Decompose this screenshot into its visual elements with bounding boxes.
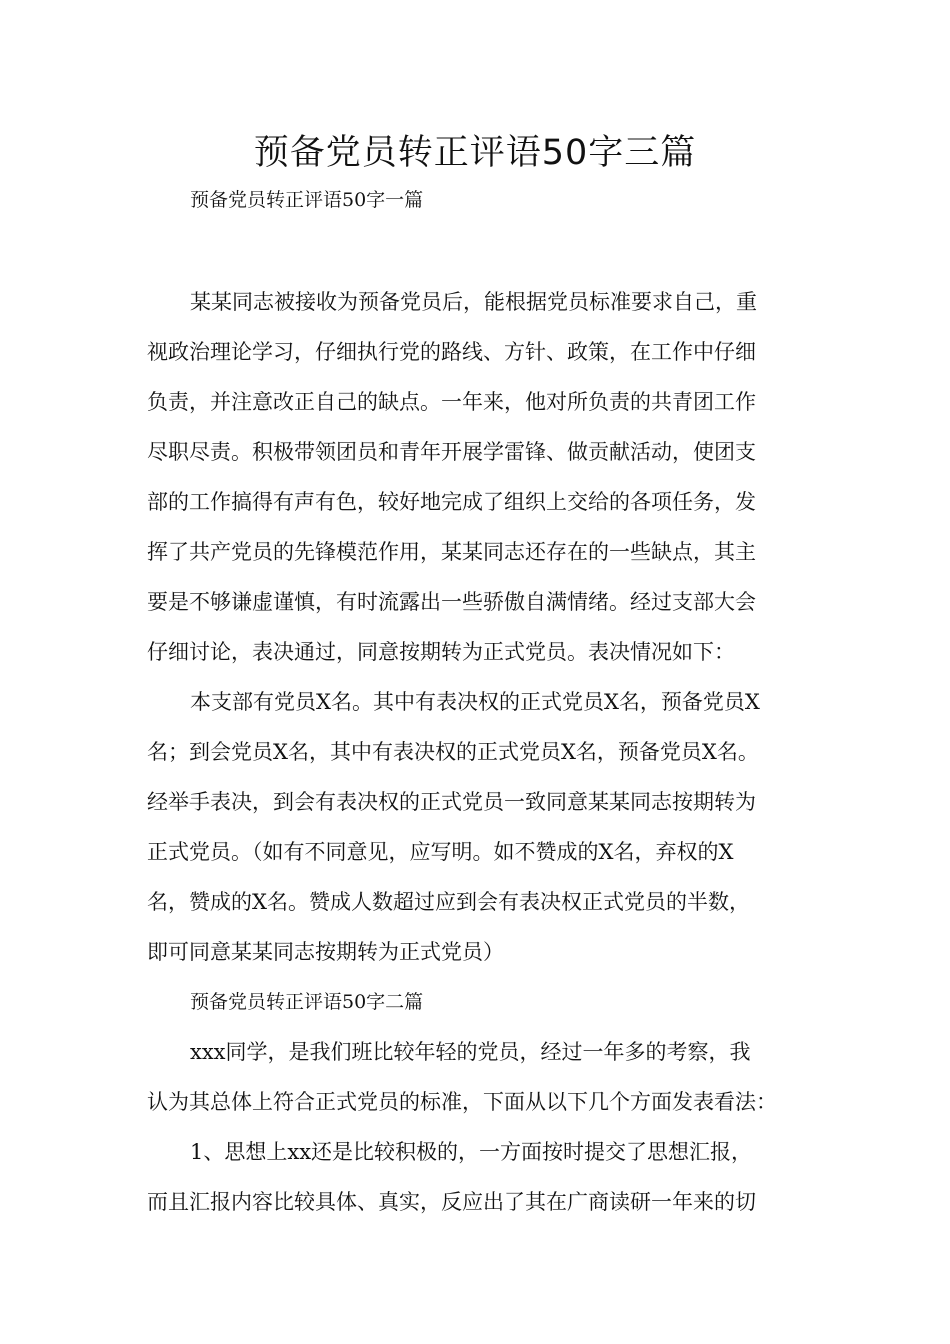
paragraph-line: 经举手表决，到会有表决权的正式党员一致同意某某同志按期转为 bbox=[147, 790, 756, 814]
paragraph-line: 某某同志被接收为预备党员后，能根据党员标准要求自己，重 bbox=[190, 290, 757, 314]
paragraph-line: 视政治理论学习，仔细执行党的路线、方针、政策，在工作中仔细 bbox=[147, 340, 756, 364]
paragraph-line: 负责，并注意改正自己的缺点。一年来，他对所负责的共青团工作 bbox=[147, 390, 756, 414]
paragraph-line: 认为其总体上符合正式党员的标准，下面从以下几个方面发表看法： bbox=[147, 1090, 777, 1114]
paragraph-line: xxx同学，是我们班比较年轻的党员，经过一年多的考察，我 bbox=[190, 1040, 751, 1064]
paragraph-line: 尽职尽责。积极带领团员和青年开展学雷锋、做贡献活动，使团支 bbox=[147, 440, 756, 464]
paragraph-line: 1、思想上xx还是比较积极的，一方面按时提交了思想汇报， bbox=[190, 1140, 753, 1164]
section-heading-one: 预备党员转正评语50字一篇 bbox=[190, 189, 424, 211]
paragraph-line: 要是不够谦虚谨慎，有时流露出一些骄傲自满情绪。经过支部大会 bbox=[147, 590, 756, 614]
paragraph-line: 正式党员。（如有不同意见，应写明。如不赞成的X名，弃权的X bbox=[147, 840, 734, 864]
paragraph-line: 挥了共产党员的先锋模范作用，某某同志还存在的一些缺点，其主 bbox=[147, 540, 756, 564]
section-heading-two: 预备党员转正评语50字二篇 bbox=[190, 991, 424, 1013]
paragraph-line: 仔细讨论，表决通过，同意按期转为正式党员。表决情况如下： bbox=[147, 640, 735, 664]
document-title: 预备党员转正评语50字三篇 bbox=[253, 133, 697, 173]
paragraph-line: 而且汇报内容比较具体、真实，反应出了其在广商读研一年来的切 bbox=[147, 1190, 756, 1214]
paragraph-line: 部的工作搞得有声有色，较好地完成了组织上交给的各项任务，发 bbox=[147, 490, 756, 514]
paragraph-line: 名；到会党员X名，其中有表决权的正式党员X名，预备党员X名。 bbox=[147, 740, 759, 764]
paragraph-line: 即可同意某某同志按期转为正式党员） bbox=[147, 940, 504, 964]
paragraph-line: 名，赞成的X名。赞成人数超过应到会有表决权正式党员的半数， bbox=[147, 890, 750, 914]
paragraph-line: 本支部有党员X名。其中有表决权的正式党员X名，预备党员X bbox=[190, 690, 760, 714]
